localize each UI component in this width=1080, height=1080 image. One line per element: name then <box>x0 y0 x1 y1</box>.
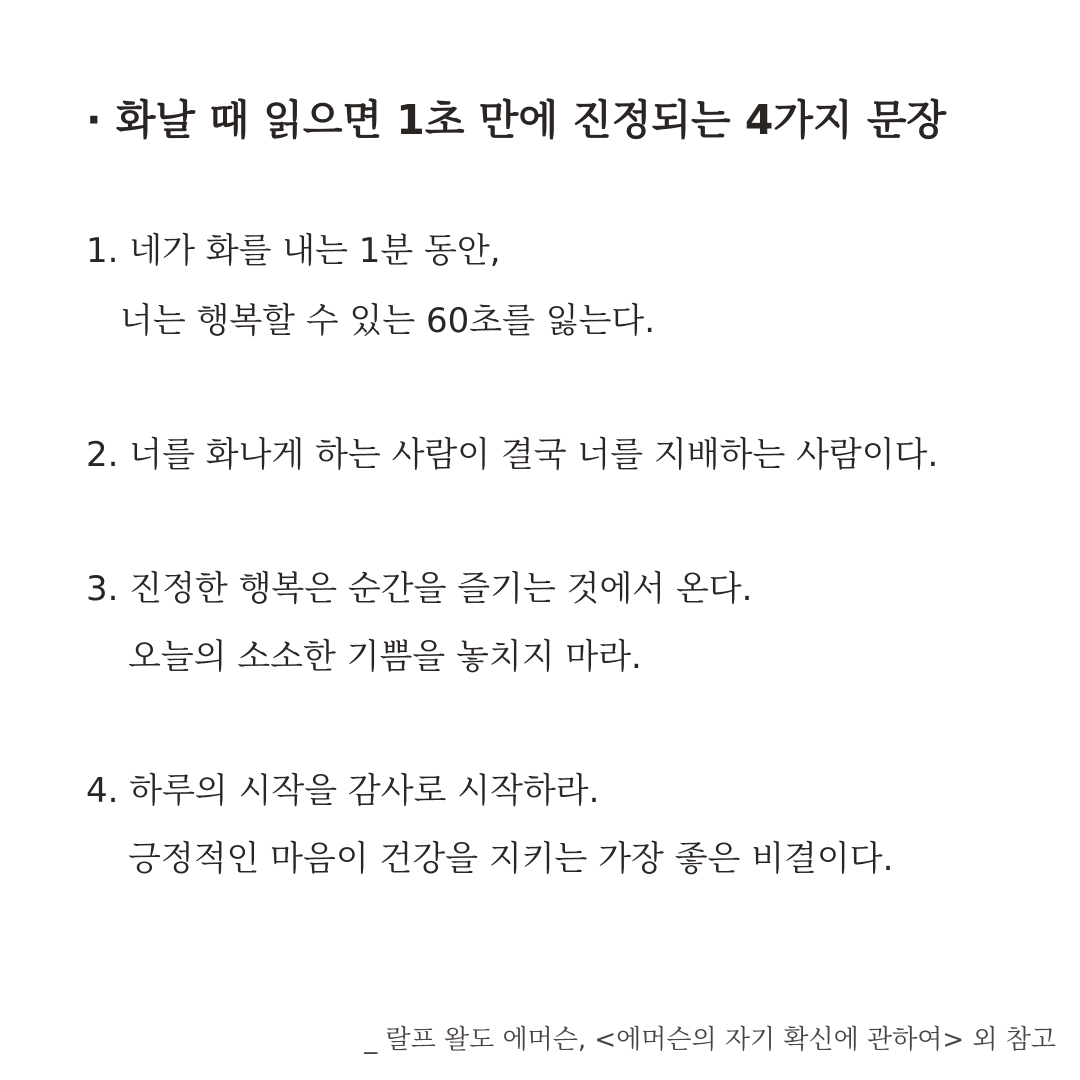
item-1-line-1: 1. 네가 화를 내는 1분 동안, <box>86 231 501 271</box>
item-3-line-1: 3. 진정한 행복은 순간을 즐기는 것에서 온다. <box>86 569 753 609</box>
item-1-line-2: 너는 행복할 수 있는 60초를 잃는다. <box>120 301 656 341</box>
item-4-line-1: 4. 하루의 시작을 감사로 시작하라. <box>86 771 600 811</box>
item-2-line-1: 2. 너를 화나게 하는 사람이 결국 너를 지배하는 사람이다. <box>86 435 939 475</box>
page-title: · 화날 때 읽으면 1초 만에 진정되는 4가지 문장 <box>86 96 947 144</box>
item-3-line-2: 오늘의 소소한 기쁨을 놓치지 마라. <box>128 637 642 677</box>
item-4-line-2: 긍정적인 마음이 건강을 지키는 가장 좋은 비결이다. <box>128 839 894 879</box>
source-citation: _ 랄프 왈도 에머슨, <에머슨의 자기 확신에 관하여> 외 참고 <box>364 1025 1056 1055</box>
